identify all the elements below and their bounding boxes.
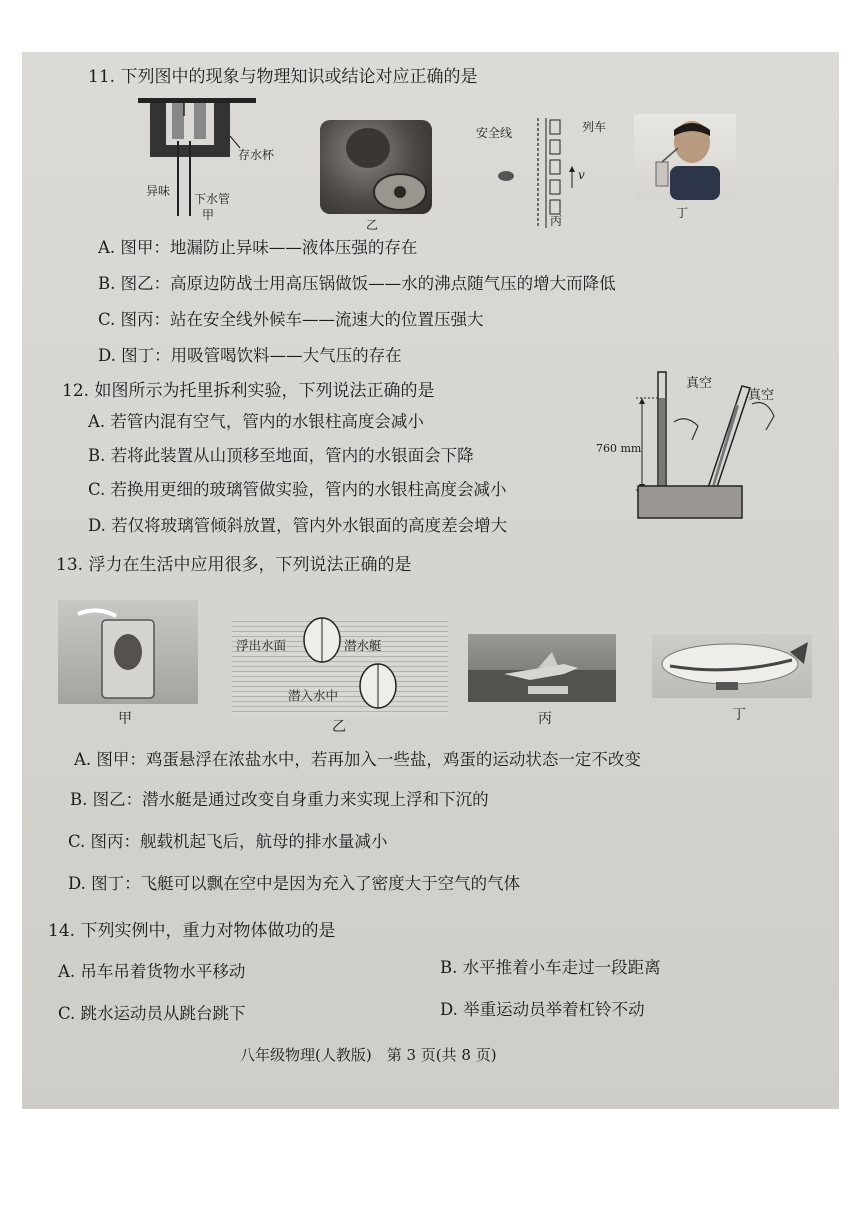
q11-option-c: C. 图丙：站在安全线外候车——流速大的位置压强大 [98,310,484,329]
child-straw-photo [634,114,736,200]
pipe-label: 下水管 [194,192,231,206]
submarine-diagram [232,608,448,716]
q11-option-b: B. 图乙：高原边防战士用高压锅做饭——水的沸点随气压的增大而降低 [98,274,616,293]
fig-jia-label: 甲 [202,208,215,222]
q14-option-b: B. 水平推着小车走过一段距离 [440,958,661,977]
cup-label: 存水杯 [238,148,275,162]
fig-13-ding-label: 丁 [732,707,746,723]
q14-option-d: D. 举重运动员举着杠铃不动 [440,1000,645,1019]
page-footer: 八年级物理(人教版) 第 3 页(共 8 页) [240,1046,497,1064]
fig-bing-label: 丙 [550,214,563,228]
q11-option-d: D. 图丁：用吸管喝饮料——大气压的存在 [98,346,402,365]
q13-stem: 13. 浮力在生活中应用很多，下列说法正确的是 [56,555,412,575]
smell-label: 异味 [146,184,171,198]
q14-option-c: C. 跳水运动员从跳台跳下 [58,1004,246,1023]
q12-option-b: B. 若将此装置从山顶移至地面，管内的水银面会下降 [88,446,474,465]
q12-stem: 12. 如图所示为托里拆利实验，下列说法正确的是 [62,381,435,401]
egg-saltwater-photo [58,600,198,704]
fig-ding-label: 丁 [676,206,689,220]
float-out-label: 浮出水面 [236,638,287,653]
child-straw-diagram [634,114,736,200]
q13-option-a: A. 图甲：鸡蛋悬浮在浓盐水中，若再加入一些盐，鸡蛋的运动状态一定不改变 [74,750,641,769]
submarine-figure [232,608,448,716]
pressure-cooker-photo [320,120,432,214]
q13-option-b: B. 图乙：潜水艇是通过改变自身重力来实现上浮和下沉的 [70,790,489,809]
carrier-jet-photo [468,634,616,702]
q11-stem: 11. 下列图中的现象与物理知识或结论对应正确的是 [88,67,478,87]
carrier-jet-diagram [468,634,616,702]
safety-line-label: 安全线 [476,126,513,140]
q12-option-a: A. 若管内混有空气，管内的水银柱高度会减小 [88,412,424,431]
pressure-cooker-diagram [320,120,432,214]
egg-saltwater-diagram [58,600,198,704]
q12-option-c: C. 若换用更细的玻璃管做实验，管内的水银柱高度会减小 [88,480,507,499]
fig-13-yi-label: 乙 [332,719,346,735]
airship-photo [652,634,812,698]
q14-stem: 14. 下列实例中，重力对物体做功的是 [48,921,336,941]
q14-option-a: A. 吊车吊着货物水平移动 [58,962,246,981]
velocity-label: v [578,168,585,182]
submarine-label: 潜水艇 [344,638,382,653]
q11-option-a: A. 图甲：地漏防止异味——液体压强的存在 [98,238,418,257]
q13-option-c: C. 图丙：舰载机起飞后，航母的排水量减小 [68,832,388,851]
exam-paper-page [22,52,839,1109]
height-label: 760 mm [596,442,642,455]
fig-13-bing-label: 丙 [538,711,552,727]
q12-option-d: D. 若仅将玻璃管倾斜放置，管内外水银面的高度差会增大 [88,516,508,535]
dive-in-label: 潜入水中 [288,688,339,703]
q13-option-d: D. 图丁：飞艇可以飘在空中是因为充入了密度大于空气的气体 [68,874,521,893]
vacuum-label-1: 真空 [686,376,713,391]
vacuum-label-2: 真空 [748,388,775,403]
train-label: 列车 [582,120,607,134]
fig-13-jia-label: 甲 [118,711,132,727]
fig-yi-label: 乙 [366,218,379,232]
airship-diagram [652,634,812,698]
